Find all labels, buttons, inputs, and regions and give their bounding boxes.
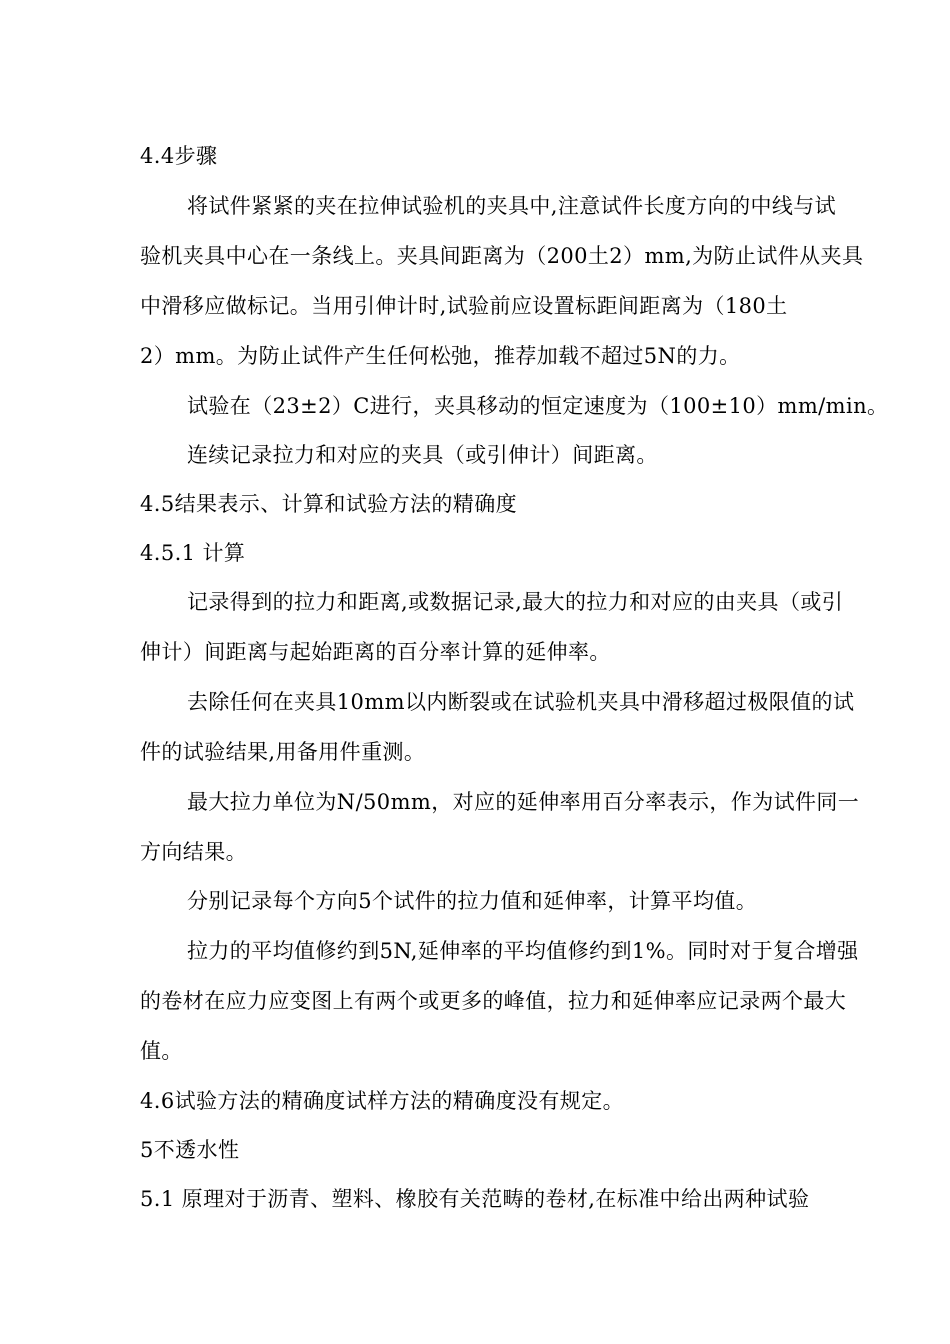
section-heading-4-6: 4.6试验方法的精确度试样方法的精确度没有规定。 [140,1089,624,1113]
paragraph-line: 试验在（23±2）C进行，夹具移动的恒定速度为（100±10）mm/min。 [187,394,889,418]
section-heading-4-4: 4.4步骤 [140,144,218,168]
paragraph-line: 值。 [140,1039,183,1063]
paragraph-line: 最大拉力单位为N/50mm，对应的延伸率用百分率表示，作为试件同一 [187,790,860,814]
section-heading-4-5-1: 4.5.1 计算 [140,541,246,565]
paragraph-line: 去除任何在夹具10mm以内断裂或在试验机夹具中滑移超过极限值的试 [187,690,855,714]
section-heading-5-1: 5.1 原理对于沥青、塑料、橡胶有关范畴的卷材,在标准中给出两种试验 [140,1187,810,1211]
paragraph-line: 连续记录拉力和对应的夹具（或引伸计）间距离。 [187,443,658,467]
section-heading-5: 5不透水性 [140,1138,240,1162]
paragraph-line: 件的试验结果,用备用件重测。 [140,740,426,764]
paragraph-line: 伸计）间距离与起始距离的百分率计算的延伸率。 [140,640,611,664]
paragraph-line: 将试件紧紧的夹在拉伸试验机的夹具中,注意试件长度方向的中线与试 [187,194,837,218]
paragraph-line: 的卷材在应力应变图上有两个或更多的峰值，拉力和延伸率应记录两个最大 [140,989,847,1013]
paragraph-line: 记录得到的拉力和距离,或数据记录,最大的拉力和对应的由夹具（或引 [187,590,844,614]
paragraph-line: 拉力的平均值修约到5N,延伸率的平均值修约到1%。同时对于复合增强 [187,939,859,963]
paragraph-line: 分别记录每个方向5个试件的拉力值和延伸率，计算平均值。 [187,889,758,913]
paragraph-line: 2）mm。为防止试件产生任何松弛，推荐加载不超过5N的力。 [140,344,741,368]
paragraph-line: 验机夹具中心在一条线上。夹具间距离为（200土2）mm,为防止试件从夹具 [140,244,864,268]
section-heading-4-5: 4.5结果表示、计算和试验方法的精确度 [140,492,517,516]
paragraph-line: 中滑移应做标记。当用引伸计时,试验前应设置标距间距离为（180土 [140,294,788,318]
paragraph-line: 方向结果。 [140,840,247,864]
